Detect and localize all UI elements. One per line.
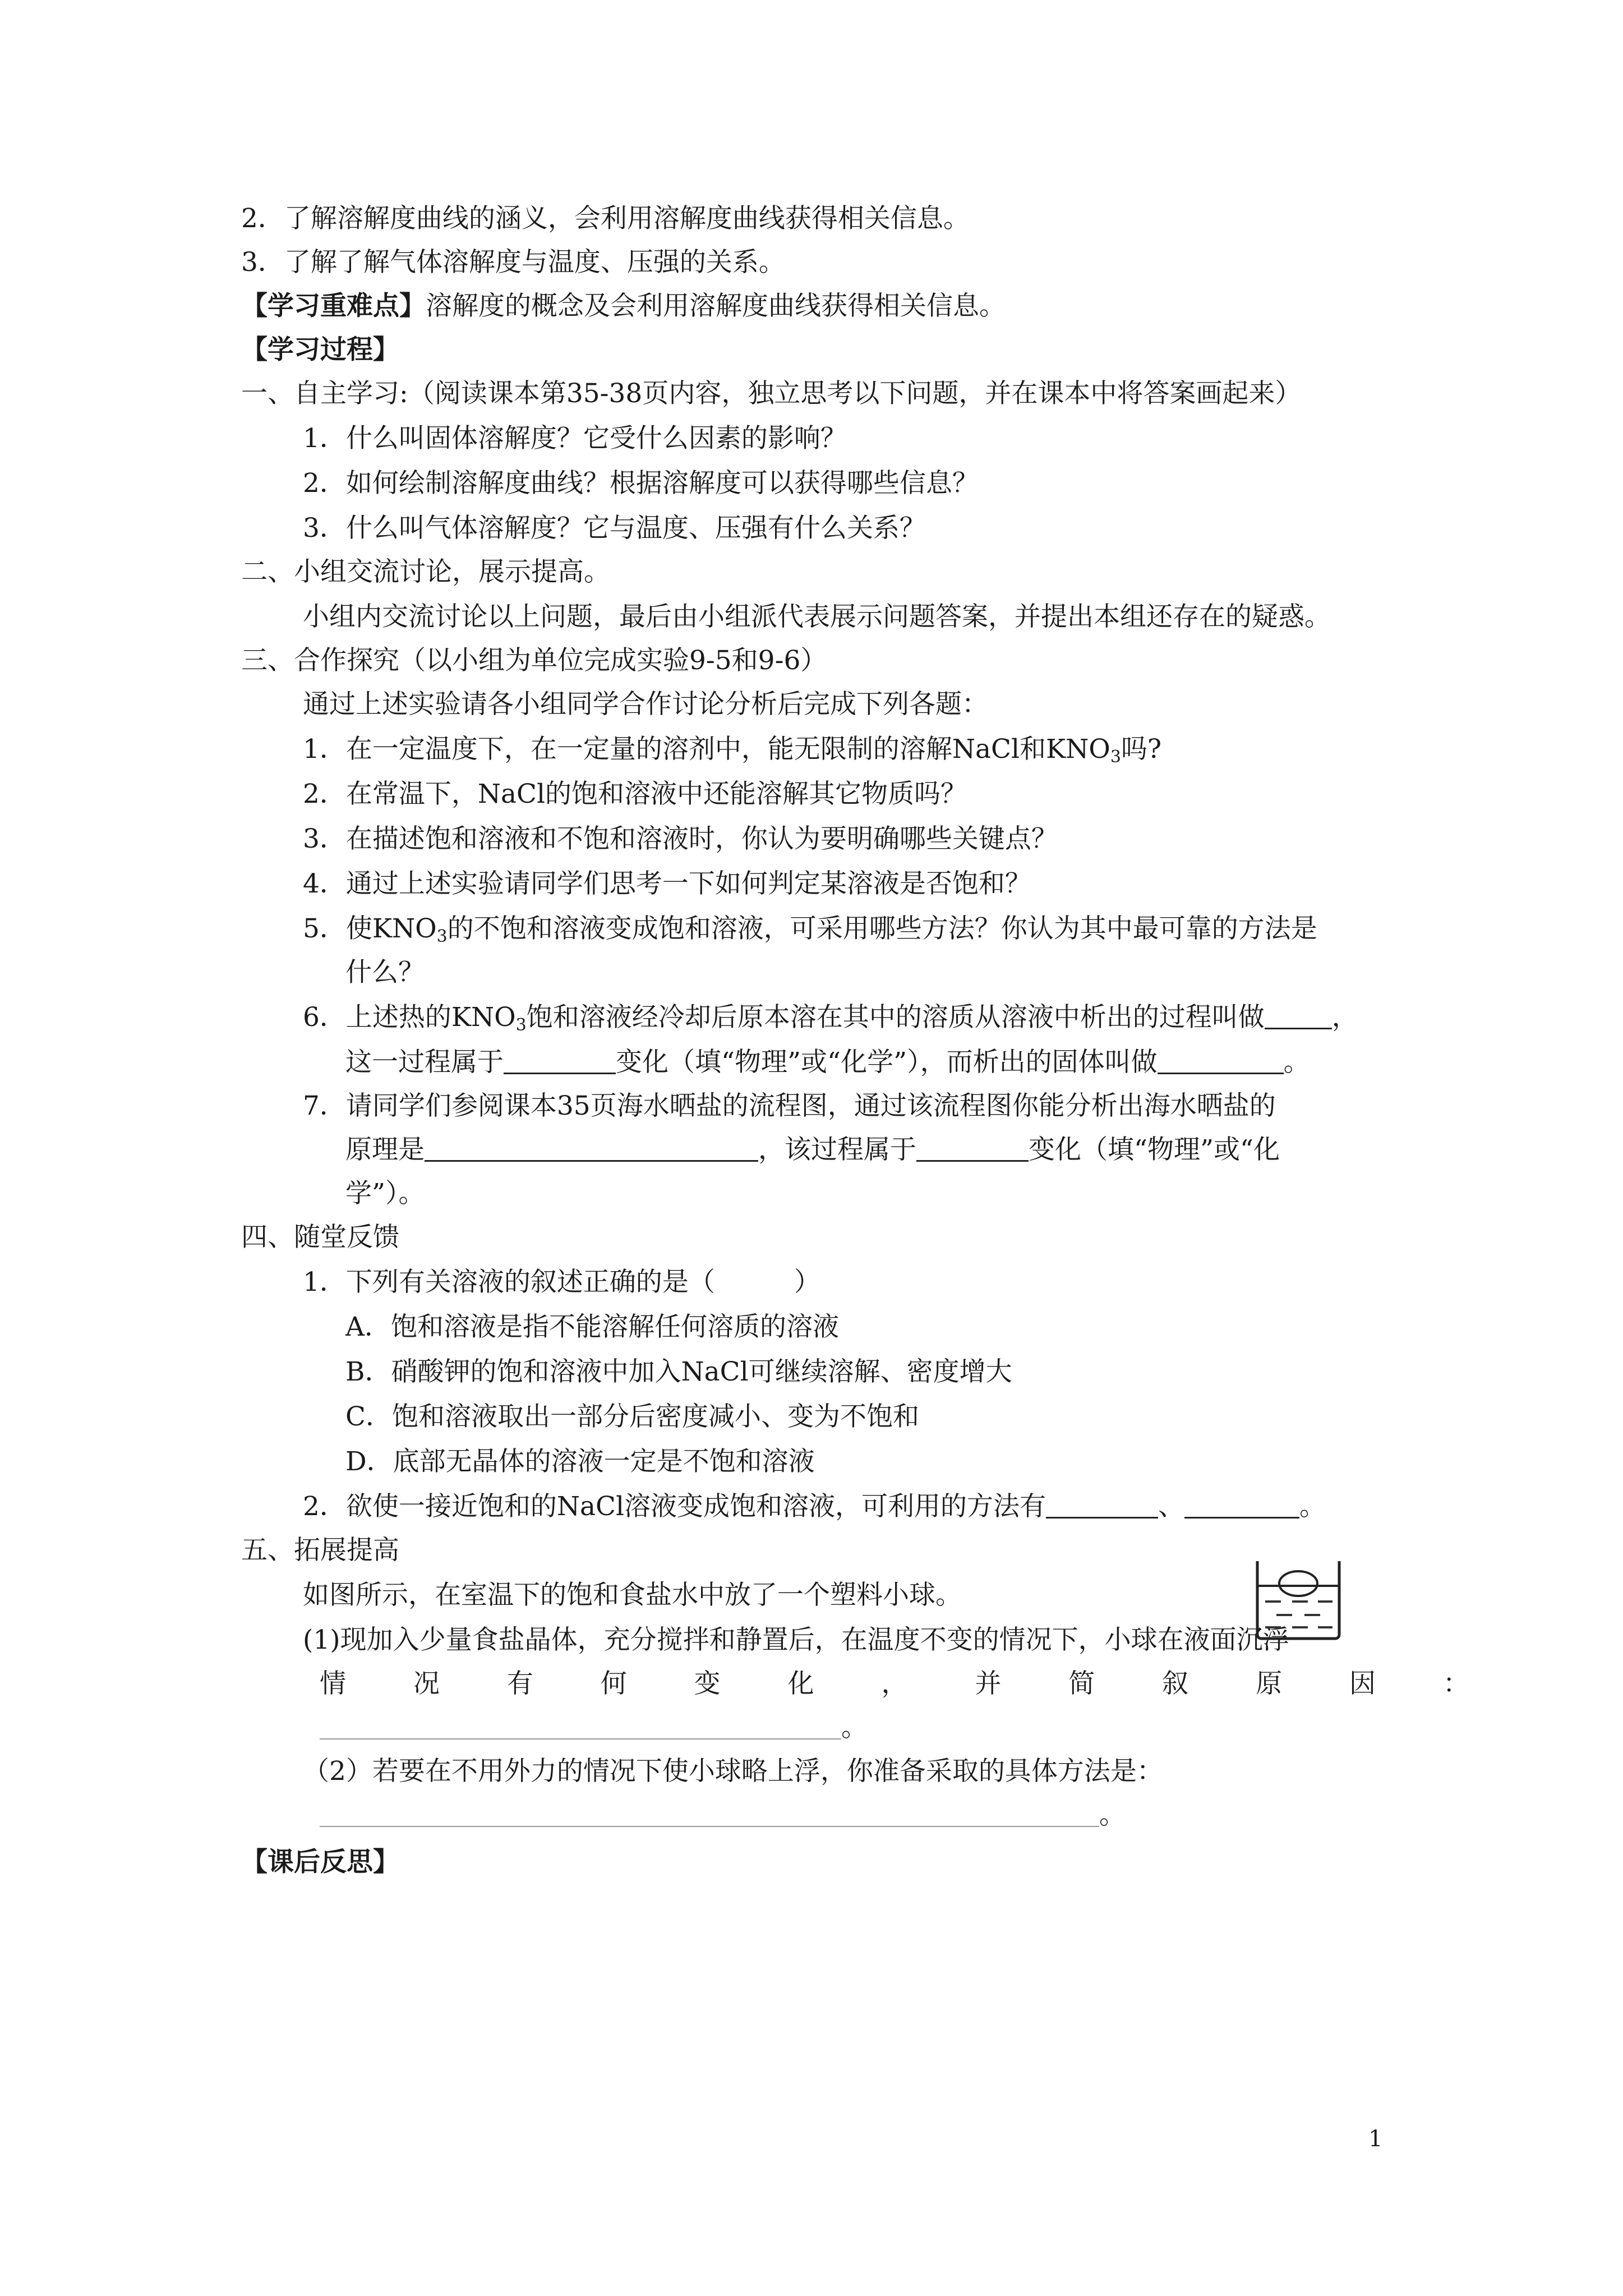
s1-question-3: 3．什么叫气体溶解度？它与温度、压强有什么关系？ [303, 513, 926, 544]
s3-q5-text-2: 的不饱和溶液变成饱和溶液，可采用哪些方法？你认为其中最可靠的方法是 [447, 913, 1317, 944]
spread-char: 化 [787, 1668, 814, 1699]
spread-char: 简 [1068, 1668, 1095, 1699]
s4-q2-text: 2．欲使一接近饱和的NaCl溶液变成饱和溶液，可利用的方法有 [303, 1491, 1046, 1522]
s3-q5-text: 5．使KNO [303, 913, 437, 944]
spread-char: ： [1442, 1668, 1469, 1699]
punctuation: ， [1331, 1002, 1358, 1033]
s3-q6-text-3: 这一过程属于 [345, 1047, 504, 1078]
spread-char: 况 [413, 1668, 440, 1699]
s1-question-2: 2．如何绘制溶解度曲线？根据溶解度可以获得哪些信息？ [303, 468, 979, 499]
spread-char: ， [881, 1668, 908, 1699]
punctuation: 。 [1099, 1800, 1126, 1830]
s3-q6-text-2: 饱和溶液经冷却后原本溶在其中的溶质从溶液中析出的过程叫做 [526, 1002, 1265, 1033]
goal-2: 2．了解溶解度曲线的涵义，会利用溶解度曲线获得相关信息。 [241, 203, 970, 234]
key-points-text: 溶解度的概念及会利用溶解度曲线获得相关信息。 [426, 291, 1006, 321]
s3-question-4: 4．通过上述实验请同学们思考一下如何判定某溶液是否饱和？ [303, 868, 1031, 899]
answer-blank[interactable] [1158, 1048, 1284, 1074]
beaker-with-ball-icon [1251, 1557, 1346, 1641]
s5-part-1-answer [320, 1711, 868, 1745]
s4-option-b: B．硝酸钾的饱和溶液中加入NaCl可继续溶解、密度增大 [345, 1356, 1012, 1387]
s3-q7-text-3: 变化（填“物理”或“化 [1029, 1134, 1280, 1165]
spread-char: 情 [320, 1668, 346, 1699]
s3-intro: 通过上述实验请各小组同学合作讨论分析后完成下列各题： [303, 689, 988, 720]
s3-question-5-cont: 什么？ [345, 957, 425, 988]
s5-part-1-spread [320, 1667, 1469, 1701]
answer-blank[interactable] [1184, 1492, 1299, 1519]
subscript: 3 [436, 927, 448, 946]
s3-question-1 [303, 733, 1161, 766]
section-4-title: 四、随堂反馈 [241, 1222, 399, 1253]
spread-char: 叙 [1162, 1668, 1189, 1699]
spread-char: 有 [506, 1668, 533, 1699]
s3-question-3: 3．在描述饱和溶液和不饱和溶液时，你认为要明确哪些关键点？ [303, 823, 1058, 854]
s5-intro: 如图所示，在室温下的饱和食盐水中放了一个塑料小球。 [303, 1580, 962, 1611]
spread-char: 原 [1256, 1668, 1283, 1699]
s4-option-d: D．底部无晶体的溶液一定是不饱和溶液 [345, 1446, 815, 1477]
punctuation: 。 [1299, 1491, 1326, 1522]
answer-blank[interactable] [320, 1801, 1099, 1827]
answer-blank[interactable] [425, 1135, 758, 1162]
section-1-title: 一、自主学习:（阅读课本第35-38页内容，独立思考以下问题，并在课本中将答案画起来） [241, 378, 1302, 409]
goal-3: 3．了解了解气体溶解度与温度、压强的关系。 [241, 247, 785, 278]
s2-text: 小组内交流讨论以上问题，最后由小组派代表展示问题答案，并提出本组还存在的疑惑。 [303, 601, 1331, 632]
spread-char: 变 [694, 1668, 721, 1699]
reflection-header: 【课后反思】 [241, 1847, 399, 1878]
s3-question-7-cont [345, 1133, 1280, 1167]
answer-blank[interactable] [916, 1135, 1029, 1162]
s3-question-6 [303, 1001, 1358, 1034]
s3-q6-text: 6．上述热的KNO [303, 1002, 516, 1033]
punctuation: 。 [1283, 1047, 1310, 1078]
answer-blank[interactable] [504, 1048, 616, 1074]
section-3-title: 三、合作探究（以小组为单位完成实验9-5和9-6） [241, 645, 827, 676]
key-points-label: 【学习重难点】 [241, 291, 426, 321]
s3-q7-text-2: ，该过程属于 [758, 1134, 916, 1165]
subscript: 3 [515, 1015, 527, 1035]
process-header: 【学习过程】 [241, 334, 399, 365]
s4-question-2 [303, 1490, 1326, 1524]
answer-blank[interactable] [320, 1714, 841, 1740]
punctuation: 、 [1158, 1491, 1185, 1522]
s4-question-1: 1．下列有关溶液的叙述正确的是（ ） [303, 1267, 820, 1297]
s3-question-6-cont [345, 1046, 1310, 1079]
page-number: 1 [1368, 2126, 1383, 2152]
spread-char: 因 [1349, 1668, 1376, 1699]
section-2-title: 二、小组交流讨论，展示提高。 [241, 556, 610, 587]
s3-question-7: 7．请同学们参阅课本35页海水晒盐的流程图，通过该流程图你能分析出海水晒盐的 [303, 1091, 1276, 1121]
punctuation: 。 [841, 1712, 868, 1743]
subscript: 3 [1110, 747, 1121, 767]
answer-blank[interactable] [1265, 1003, 1332, 1029]
s3-q7-text: 原理是 [345, 1134, 425, 1165]
key-points [241, 289, 1006, 323]
answer-blank[interactable] [1046, 1492, 1158, 1519]
s4-option-a: A．饱和溶液是指不能溶解任何溶质的溶液 [345, 1312, 839, 1342]
spread-char: 并 [975, 1668, 1002, 1699]
s3-q1-text: 1．在一定温度下，在一定量的溶剂中，能无限制的溶解NaCl和KNO [303, 734, 1110, 765]
spread-char: 何 [600, 1668, 627, 1699]
s5-part-2-answer [320, 1798, 1126, 1832]
s3-q6-text-4: 变化（填“物理”或“化学”），而析出的固体叫做 [616, 1047, 1158, 1078]
s3-question-2: 2．在常温下，NaCl的饱和溶液中还能溶解其它物质吗？ [303, 779, 967, 809]
s3-question-5 [303, 912, 1317, 946]
s1-question-1: 1．什么叫固体溶解度？它受什么因素的影响？ [303, 423, 847, 454]
s4-option-c: C．饱和溶液取出一部分后密度减小、变为不饱和 [345, 1401, 919, 1432]
s5-part-1: (1)现加入少量食盐晶体，充分搅拌和静置后，在温度不变的情况下，小球在液面沉浮 [303, 1625, 1289, 1655]
s5-part-2: （2）若要在不用外力的情况下使小球略上浮，你准备采取的具体方法是： [303, 1756, 1163, 1787]
s3-q1-end: 吗? [1121, 734, 1162, 765]
s3-question-7-end: 学”）。 [345, 1178, 425, 1209]
section-5-title: 五、拓展提高 [241, 1535, 399, 1566]
